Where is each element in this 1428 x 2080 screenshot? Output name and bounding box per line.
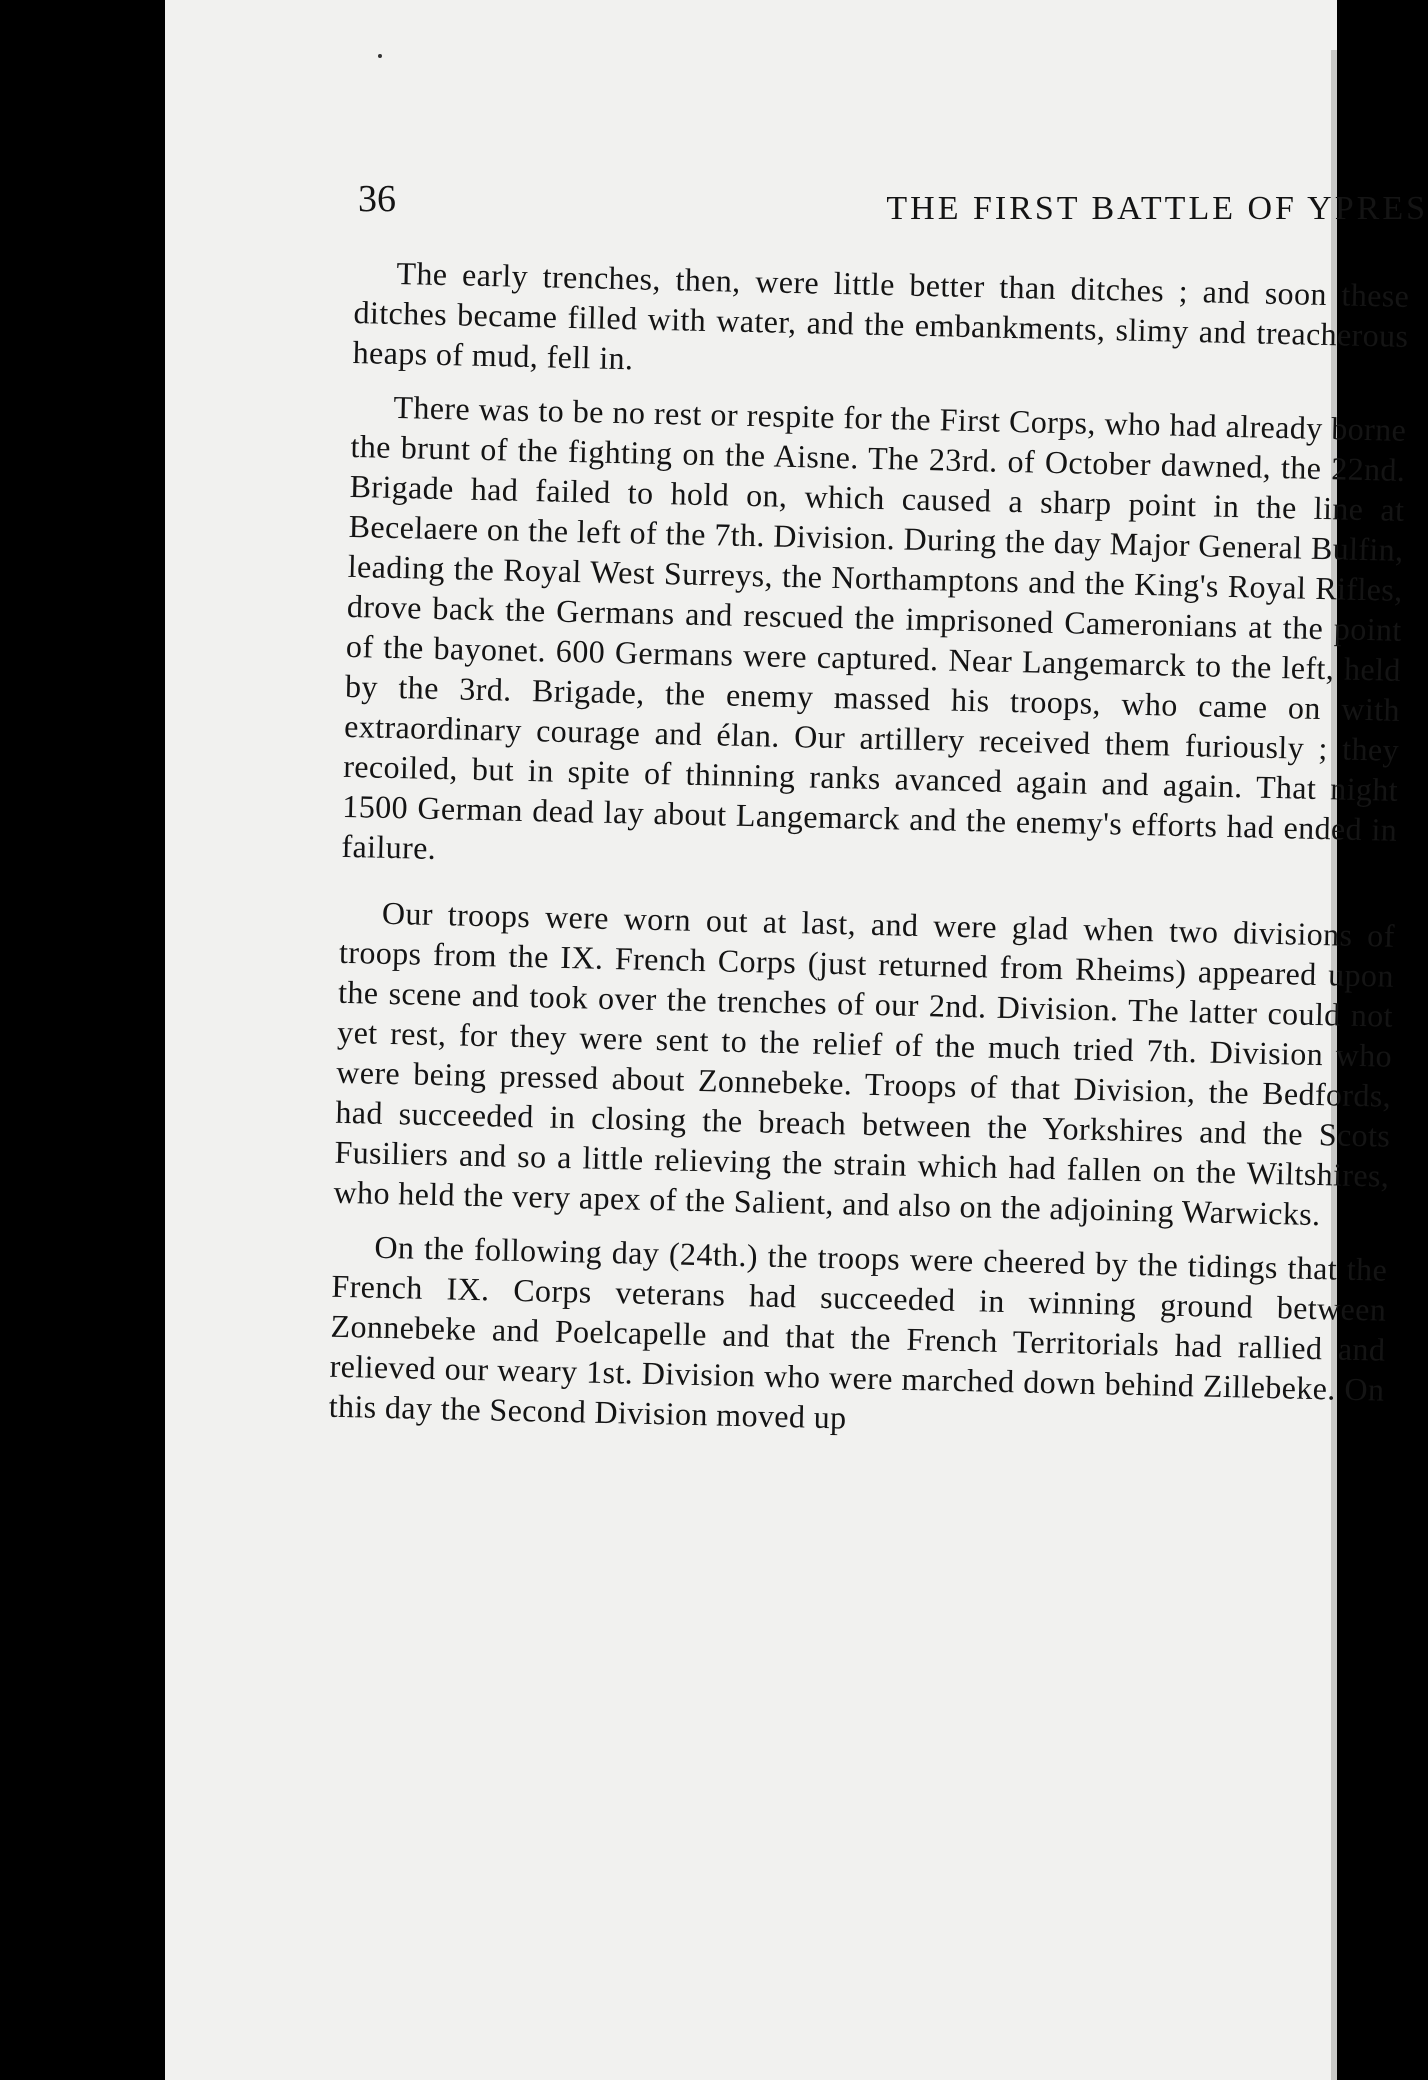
paragraph-2: There was to be no rest or respite for the First Corps, who had already borne the brunt of the fighting on the Aisne. The 23rd. of October dawned, the 22nd. Brigade had failed to hold on, which caused a sharp point in the line at Becelaere on the left of the 7th. Division. During the day Major General Bulfin, leading the Royal West Surreys, the Northamptons and the King's Royal Rifles, drove back the Germans and rescued the imprisoned Cameronians at the point of the bayonet. 600 Germans were captured. Near Langemarck to the left, held by the 3rd. Brigade, the enemy massed his troops, who came on with extraordinary courage and élan. Our artillery received them furiously ; they recoiled, but in spite of thinning ranks avanced again and again. That night 1500 German dead lay about Langemarck and the enemy's efforts had ended in failure. (341, 388, 1407, 866)
paragraph-4: On the following day (24th.) the troops were cheered by the tidings that the French IX. Corps veterans had succeeded in winning ground between Zonnebeke and Poelcapelle and that the French Territorials had rallied and relieved our weary 1st. Division who were marched down behind Zillebeke. On this day the Second Division moved up (328, 1228, 1388, 1436)
book-page (165, 0, 1428, 2080)
paragraph-3: Our troops were worn out at last, and were glad when two divisions of troops from the IX. French Corps (just returned from Rheims) appeared upon the scene and took over the trenches of our 2nd. Division. The latter could not yet rest, for they were sent to the relief of the much tried 7th. Division who were being pressed about Zonnebeke. Troops of that Division, the Bedfords, had succeeded in closing the breach between the Yorkshires and the Scots Fusiliers and so a little relieving the strain which had fallen on the Wiltshires, who held the very apex of the Salient, and also on the adjoining Warwicks. (333, 894, 1396, 1233)
page-number: 36 (358, 178, 396, 220)
body-text (328, 252, 1410, 1464)
scan-speck (378, 54, 382, 58)
page-header (358, 180, 1428, 240)
paragraph-1: The early trenches, then, were little better than ditches ; and soon these ditches became filled with water, and the embankments, slimy and treacherous heaps of mud, fell in. (352, 254, 1410, 377)
running-head: THE FIRST BATTLE OF YPRES (886, 190, 1428, 227)
